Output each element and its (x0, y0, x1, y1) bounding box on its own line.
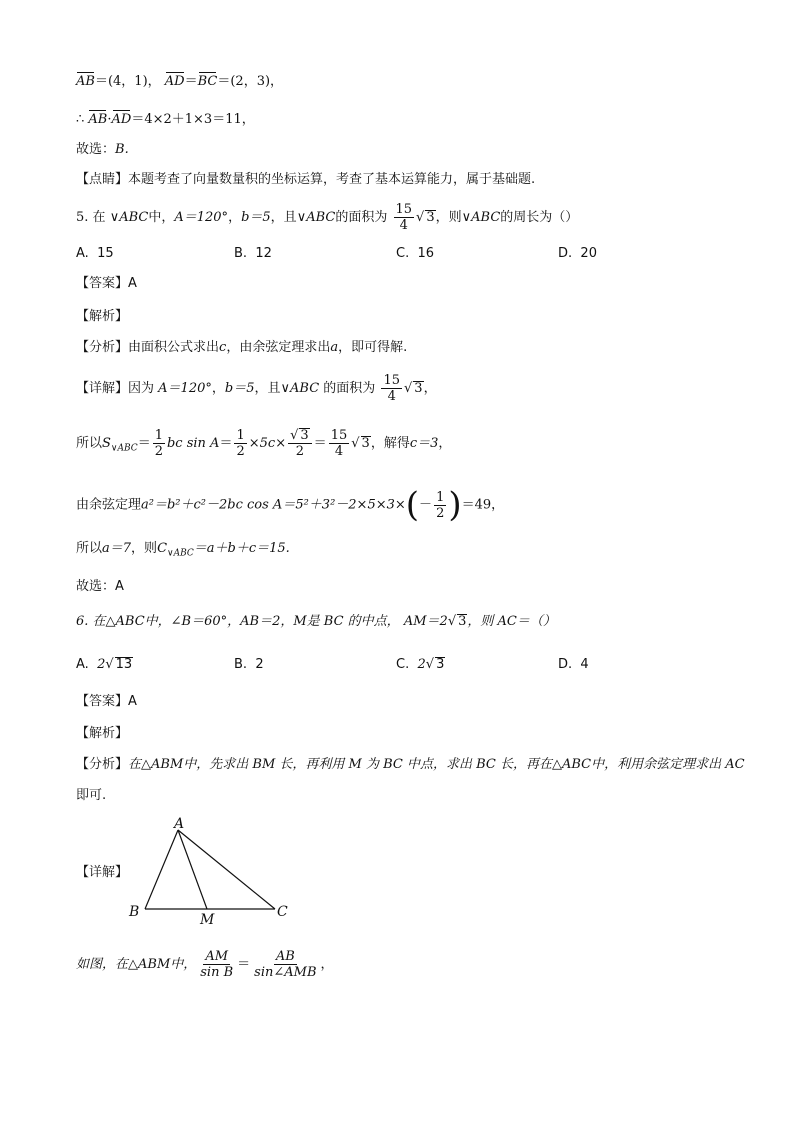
frac-num: 1 (236, 428, 245, 443)
q5-fenxi (76, 340, 407, 356)
frac-num (288, 428, 312, 444)
half-fraction (153, 428, 165, 459)
frac-den: 4 (399, 218, 408, 233)
vertex-a-label: A (174, 816, 185, 832)
frac-num: 15 (383, 373, 400, 388)
cond-angle: A＝120° (158, 381, 212, 396)
label-so: 所以 (76, 436, 103, 451)
q5-detail (76, 373, 437, 404)
comment-text: 本题考查了向量数量积的坐标运算，考查了基本运算能力，属于基础题. (128, 172, 536, 187)
option-label: B. (234, 246, 248, 261)
area-fraction (394, 202, 415, 233)
vec-ad-2: AD (111, 112, 132, 127)
triangle-symbol: ∨ABC (280, 381, 320, 396)
detail-text: ，且 (254, 381, 281, 396)
comma: ， (228, 210, 242, 225)
q5-option-b[interactable] (234, 246, 272, 261)
final-comma: ， (320, 957, 334, 972)
law-result: ＝49， (461, 497, 505, 513)
q6-option-c[interactable] (396, 657, 445, 672)
q6-option-d[interactable] (558, 657, 589, 672)
q6-option-b[interactable] (234, 657, 264, 672)
vector-dot-line: ∴ AB·AD＝4×2＋1×3＝11， (76, 112, 255, 127)
choose-prefix: 故选： (76, 142, 116, 157)
triangle-symbol: ∨ABC (109, 210, 149, 225)
frac-den: 4 (334, 444, 344, 459)
ab-value: ＝(4，1)， (94, 74, 161, 89)
vector-line-1 (76, 74, 283, 90)
comment-tag: 【点睛】 (76, 172, 129, 187)
s-subscript: ∨ABC (110, 443, 138, 454)
answer-value: A (128, 694, 137, 709)
detail-text: 的面积为 (323, 381, 376, 396)
option-label: C. (396, 657, 410, 672)
radicand: 13 (115, 657, 133, 672)
q5-cosine-law: 由余弦定理a²＝b²＋c²－2bc cos A＝5²＋3²－2×5×3×(－ $\frac{1}{2}$ )＝49， (76, 485, 505, 525)
half-fraction (434, 490, 446, 521)
midpoint-m-label: M (200, 912, 215, 928)
radicand: 3 (300, 428, 309, 443)
q6-fenxi (76, 757, 745, 773)
area-expr: bc sin A (166, 436, 220, 451)
q5-choose (76, 579, 124, 595)
sine-fraction-2 (252, 949, 318, 980)
radical-sign: √ (416, 210, 425, 225)
q5-stem-b: 中， (148, 210, 175, 225)
q5-answer (76, 276, 137, 292)
option-label: A. (76, 246, 89, 261)
perim-text: 所以 (76, 541, 103, 556)
equals-sign: ＝ (184, 74, 198, 89)
radicand: 3 (414, 381, 423, 396)
a-value: a＝7 (102, 541, 132, 556)
c-symbol: C (157, 541, 168, 556)
q6-fenxi-2 (76, 788, 106, 804)
q6-analysis-tag (76, 726, 128, 742)
radical-sign: √ (105, 657, 114, 672)
choose-prefix: 故选： (76, 579, 116, 594)
q5-stem-c: ，且 (270, 210, 297, 225)
area-fraction (329, 428, 350, 459)
cond-side: b＝5 (241, 210, 271, 225)
option-value: 2 (97, 657, 106, 672)
law-expr: ＝b²＋c²－2bc cos A＝5²＋3²－2×5×3× (153, 497, 406, 513)
frac-num: 1 (436, 489, 445, 505)
q6-stem (76, 614, 556, 630)
q5-stem (76, 202, 578, 233)
frac-den: 2 (236, 444, 245, 459)
frac-num: 1 (154, 428, 163, 443)
option-label: D. (558, 657, 573, 672)
perim-text: ，则 (131, 541, 158, 556)
radicand: 3 (436, 657, 445, 672)
q5-area-formula: 所以$S_{\vee ABC}=$ $\frac{1}{2}$ bc sin A＝ $\frac{1}{2}$ ×5c× $\frac{√ 3}{2}$ ＝ $\frac{15}{4}$ √ 3，解得c＝3， (76, 428, 452, 459)
q6-final-line: 如图，在△ABM中， $\frac{AM}{\text{sin B}}$ ＝ $\frac{AB}{\text{sin∠AMB}}$ ， (76, 949, 334, 980)
vec-bc: BC (197, 74, 218, 89)
q5-stem-d: 的面积为 (335, 210, 388, 225)
area-expr-2: ×5c× (248, 436, 287, 451)
frac-num: 15 (330, 428, 348, 443)
frac-num: AM (205, 949, 229, 964)
therefore-symbol: ∴ (76, 112, 85, 127)
q5-option-d[interactable] (558, 246, 597, 261)
fenxi-tag: 【分析】 (76, 757, 129, 772)
radicand: 3 (458, 614, 467, 629)
radical-sign: √ (425, 657, 435, 672)
side-ab (145, 830, 178, 909)
c-subscript: ∨ABC (167, 548, 194, 559)
sine-fraction-1 (198, 949, 235, 980)
solved-text: ，解得 (370, 436, 410, 451)
var-a: a (330, 340, 339, 355)
option-value: 16 (417, 246, 435, 261)
radical-sign: √ (404, 381, 413, 396)
triangle-figure (120, 812, 300, 928)
analysis-tag: 【解析】 (76, 726, 129, 741)
choose-value: A (115, 579, 124, 594)
detail-tag: 【详解】 (76, 865, 129, 880)
q6-stem-end: ，则 AC＝（） (467, 614, 556, 629)
half-fraction (234, 428, 246, 459)
fenxi-tag: 【分析】 (76, 340, 129, 355)
frac-den: sin B (200, 965, 234, 980)
radical-sign: √ (447, 614, 457, 629)
option-label: C. (396, 246, 410, 261)
option-label: A. (76, 657, 89, 672)
answer-tag: 【答案】 (76, 694, 129, 709)
frac-den: 2 (436, 505, 445, 521)
a-squared: a² (141, 497, 154, 513)
radical-sign: √ (290, 428, 299, 443)
q5-stem-f: 的周长为（） (500, 210, 579, 225)
q5-stem-e: ，则 (435, 210, 462, 225)
option-value: 2 (255, 657, 264, 672)
q6-option-a[interactable] (76, 657, 133, 672)
q5-perimeter (76, 541, 290, 562)
fenxi-text: ，由余弦定理求出 (226, 340, 331, 355)
q5-analysis-tag (76, 309, 128, 325)
answer-value: A (128, 276, 137, 291)
radical-sign: √ (351, 436, 360, 451)
frac-den: sin∠AMB (254, 965, 317, 980)
comment-line (76, 172, 535, 188)
s-symbol: S (102, 436, 111, 451)
law-prefix: 由余弦定理 (76, 497, 142, 513)
q5-stem-a: 5. 在 (76, 210, 106, 225)
triangle-symbol: ∨ABC (296, 210, 336, 225)
cond-side: b＝5 (224, 381, 255, 396)
option-value: 20 (580, 246, 597, 261)
detail-text: ， (423, 381, 437, 396)
triangle-symbol: ∨ABC (461, 210, 501, 225)
vertex-c-label: C (277, 904, 288, 920)
option-value: 2 (417, 657, 426, 672)
q6-stem-text: 6. 在△ABC中，∠B＝60°，AB＝2，M是 BC 的中点， (76, 614, 400, 629)
option-label: B. (234, 657, 248, 672)
final-text: 如图，在△ABM中， (76, 957, 197, 972)
q6-answer (76, 694, 137, 710)
paren-right: ) (448, 485, 462, 525)
triangle-lines (145, 830, 275, 909)
option-value: 4 (580, 657, 589, 672)
fenxi-text: 由面积公式求出 (128, 340, 220, 355)
fenxi-text-2: 即可. (76, 788, 107, 803)
vec-ab: AB (76, 74, 95, 89)
frac-den: 2 (295, 444, 305, 459)
comma: ， (211, 381, 225, 396)
vec-ab-2: AB (88, 112, 108, 127)
detail-text: 因为 (128, 381, 155, 396)
q5-option-a[interactable] (76, 246, 114, 261)
bc-value: ＝(2，3)， (217, 74, 284, 89)
var-c: c (219, 340, 227, 355)
frac-num: 15 (395, 202, 413, 217)
option-label: D. (558, 246, 573, 261)
vertex-b-label: B (129, 904, 140, 920)
option-value: 12 (255, 246, 272, 261)
frac-num: AB (275, 949, 295, 964)
radicand: 3 (426, 210, 435, 225)
answer-tag: 【答案】 (76, 276, 129, 291)
perim-expr: ＝a＋b＋c＝15. (193, 541, 290, 556)
choose-b-line (76, 142, 129, 158)
choose-answer: B. (115, 142, 129, 157)
frac-den: 4 (387, 389, 396, 404)
dot-product-value: ＝4×2＋1×3＝11， (131, 112, 255, 127)
radicand: 3 (361, 436, 370, 451)
fenxi-text: ，即可得解. (338, 340, 408, 355)
vec-ad: AD (164, 74, 185, 89)
option-value: 15 (97, 246, 114, 261)
paren-left: ( (405, 485, 420, 525)
detail-tag: 【详解】 (76, 381, 129, 396)
am-label: AM＝2 (403, 614, 448, 629)
cond-angle: A＝120° (174, 210, 229, 225)
c-value: c＝3 (409, 436, 439, 451)
sqrt3-half (288, 428, 312, 459)
fenxi-text: 在△ABM中，先求出 BM 长，再利用 M 为 BC 中点，求出 BC 长，再在△ABC中，利用余弦定理求出 AC (128, 757, 745, 772)
frac-den: 2 (154, 444, 163, 459)
q5-option-c[interactable] (396, 246, 434, 261)
analysis-tag: 【解析】 (76, 309, 129, 324)
area-fraction (381, 373, 402, 404)
